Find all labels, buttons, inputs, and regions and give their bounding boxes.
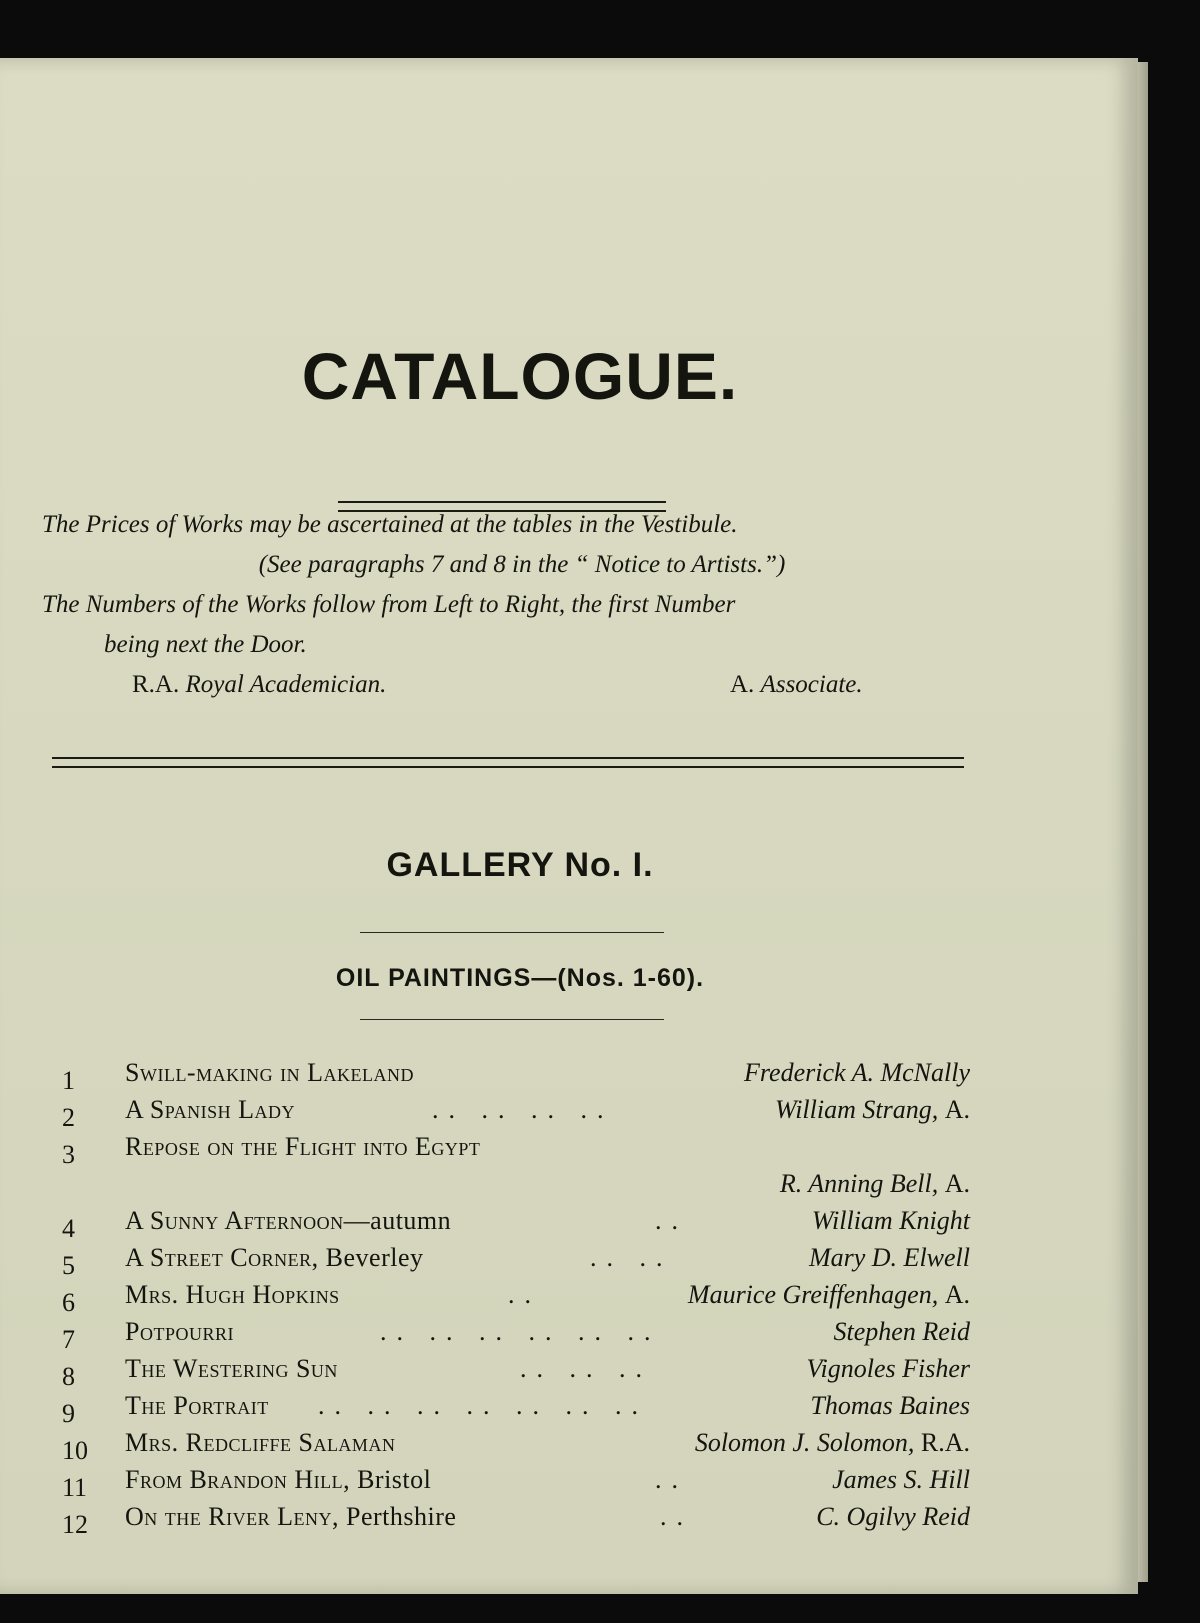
entry-number: 12 — [62, 1510, 88, 1539]
entry-title: Repose on the Flight into Egypt — [125, 1132, 481, 1161]
catalogue-entry — [0, 1317, 1138, 1355]
leader-dots: .. .. .. .. .. .. — [380, 1317, 661, 1346]
entry-title: Mrs. Hugh Hopkins — [125, 1280, 340, 1309]
catalogue-entry-continued — [0, 1169, 1138, 1207]
entry-number: 2 — [62, 1103, 75, 1132]
entry-number: 8 — [62, 1362, 75, 1391]
numbering-note: The Numbers of the Works follow from Left to Right, the first Number — [42, 591, 736, 618]
entry-number: 6 — [62, 1288, 75, 1317]
entry-artist: Stephen Reid — [833, 1317, 970, 1346]
entry-number: 7 — [62, 1325, 75, 1354]
entry-title: From Brandon Hill, Bristol — [125, 1465, 432, 1494]
section-divider — [360, 1019, 664, 1020]
entry-title: A Spanish Lady — [125, 1095, 296, 1124]
catalogue-entry — [0, 1206, 1138, 1244]
paragraphs-note: (See paragraphs 7 and 8 in the “ Notice to Artists.”) — [258, 551, 786, 578]
entry-artist: Frederick A. McNally — [744, 1058, 970, 1087]
entry-artist: C. Ogilvy Reid — [816, 1502, 970, 1531]
catalogue-entry — [0, 1132, 1138, 1170]
entry-artist: R. Anning Bell, A. — [779, 1169, 970, 1198]
entry-artist: Solomon J. Solomon, R.A. — [694, 1428, 970, 1457]
entry-artist: Vignoles Fisher — [806, 1354, 970, 1383]
entry-title: On the River Leny, Perthshire — [125, 1502, 457, 1531]
catalogue-entry — [0, 1391, 1138, 1429]
leader-dots: .. .. .. .. .. .. .. — [318, 1391, 648, 1420]
entry-title: The Portrait — [125, 1391, 269, 1420]
catalogue-entry — [0, 1280, 1138, 1318]
leader-dots: .. — [660, 1502, 693, 1531]
catalogue-entry — [0, 1465, 1138, 1503]
entry-number: 1 — [62, 1066, 75, 1095]
entry-number: 11 — [62, 1473, 88, 1502]
catalogue-entry — [0, 1095, 1138, 1133]
gallery-title: GALLERY No. I. — [386, 846, 654, 884]
entry-artist: William Knight — [811, 1206, 970, 1235]
entry-number: 5 — [62, 1251, 75, 1280]
catalogue-entry — [0, 1243, 1138, 1281]
leader-dots: .. .. — [590, 1243, 673, 1272]
catalogue-notes — [42, 505, 1002, 705]
abbr-royal-academician: R.A. Royal Academician. — [132, 671, 387, 698]
leader-dots: .. .. .. — [520, 1354, 652, 1383]
catalogue-entry — [0, 1058, 1138, 1096]
entry-number: 9 — [62, 1399, 75, 1428]
leader-dots: .. — [655, 1206, 688, 1235]
section-title: OIL PAINTINGS—(Nos. 1-60). — [335, 964, 705, 992]
entry-artist: Maurice Greiffenhagen, A. — [687, 1280, 970, 1309]
entry-title: The Westering Sun — [125, 1354, 338, 1383]
page-title: CATALOGUE. — [301, 339, 739, 413]
entry-title: Potpourri — [125, 1317, 234, 1346]
abbreviations — [42, 665, 1002, 705]
catalogue-page — [0, 58, 1138, 1594]
entry-artist: James S. Hill — [832, 1465, 970, 1494]
entry-title: Mrs. Redcliffe Salaman — [125, 1428, 396, 1457]
leader-dots: .. — [508, 1280, 541, 1309]
page-edge — [1138, 62, 1148, 1582]
abbr-associate: A. Associate. — [730, 671, 863, 698]
entry-number: 3 — [62, 1140, 75, 1169]
entry-title: Swill-making in Lakeland — [125, 1058, 414, 1087]
catalogue-entry — [0, 1502, 1138, 1540]
entry-artist: William Strang, A. — [774, 1095, 970, 1124]
entry-number: 10 — [62, 1436, 88, 1465]
leader-dots: .. .. .. .. — [432, 1095, 614, 1124]
gallery-divider — [360, 932, 664, 933]
entry-title: A Street Corner, Beverley — [125, 1243, 424, 1272]
numbering-note-continued: being next the Door. — [104, 631, 307, 658]
entry-artist: Mary D. Elwell — [808, 1243, 970, 1272]
catalogue-entry — [0, 1428, 1138, 1466]
prices-note: The Prices of Works may be ascertained at the tables in the Vestibule. — [42, 511, 738, 538]
entry-artist: Thomas Baines — [810, 1391, 970, 1420]
entry-number: 4 — [62, 1214, 75, 1243]
notes-divider — [52, 757, 964, 768]
entry-title: A Sunny Afternoon—autumn — [125, 1206, 452, 1235]
catalogue-entry — [0, 1354, 1138, 1392]
leader-dots: .. — [655, 1465, 688, 1494]
